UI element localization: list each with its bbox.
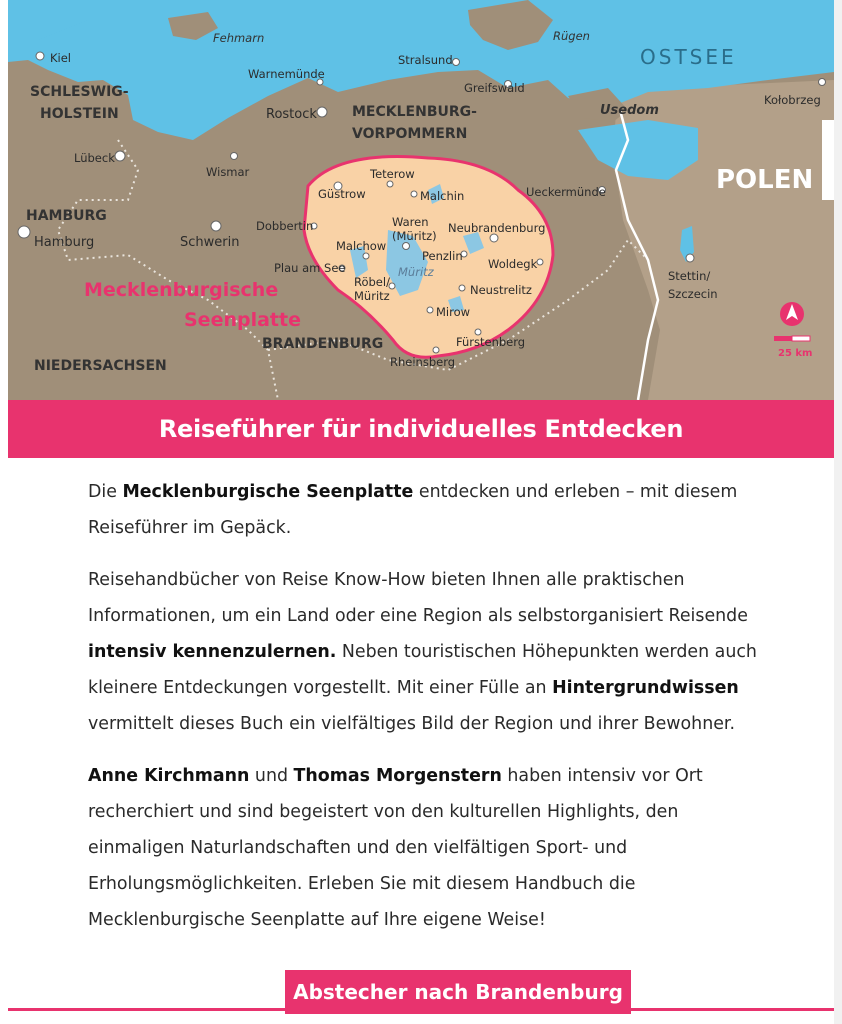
city-dot-stettin <box>686 254 694 262</box>
city-label-schwerin: Schwerin <box>180 235 240 250</box>
city-label-neubrandenburg: Neubrandenburg <box>448 221 546 235</box>
city-dot-luebeck <box>115 151 125 161</box>
city-label-stralsund: Stralsund <box>398 53 453 67</box>
city-label-stettin-1: Stettin/ <box>668 269 711 283</box>
city-dot-wismar <box>231 153 238 160</box>
state-label-mv-2: VORPOMMERN <box>352 126 468 142</box>
p1-text-2: entdecken und erleben – mit diesem Reiseführer im Gepäck. <box>88 482 738 538</box>
city-dot-schwerin <box>211 221 221 231</box>
city-label-stettin-2: Szczecin <box>668 287 718 301</box>
city-dot-mirow <box>427 307 433 313</box>
p3-bold-1: Anne Kirchmann <box>88 766 250 786</box>
state-label-hamburg: HAMBURG <box>26 208 107 224</box>
city-label-malchow: Malchow <box>336 239 387 253</box>
city-dot-woldegk <box>537 259 543 265</box>
city-label-waren-2: (Müritz) <box>392 229 437 243</box>
city-label-penzlin: Penzlin <box>422 249 463 263</box>
p1-bold-1: Mecklenburgische Seenplatte <box>122 482 414 502</box>
city-label-roebel-1: Röbel/ <box>354 275 390 289</box>
fehmarn-label: Fehmarn <box>213 31 265 45</box>
city-label-ueckermuende: Ueckermünde <box>526 185 606 199</box>
city-label-wismar: Wismar <box>206 165 250 179</box>
city-label-woldegk: Woldegk <box>488 257 538 271</box>
state-label-brandenburg: BRANDENBURG <box>262 336 384 352</box>
city-dot-malchin <box>411 191 417 197</box>
top-banner <box>8 400 834 458</box>
p2-bold-1: intensiv kennenzulernen. <box>88 642 337 662</box>
city-label-neustrelitz: Neustrelitz <box>470 283 532 297</box>
p1-text-1: Die <box>88 482 123 502</box>
city-dot-kolobrzeg <box>819 79 826 86</box>
bottom-banner-title: Abstecher nach Brandenburg <box>293 980 623 1004</box>
page-tab <box>822 120 834 200</box>
city-label-rostock: Rostock <box>266 107 317 122</box>
city-dot-stralsund <box>453 59 460 66</box>
p3-text-1: und <box>249 766 294 786</box>
city-label-teterow: Teterow <box>370 167 415 181</box>
city-label-warnemuende: Warnemünde <box>248 67 325 81</box>
city-label-malchin: Malchin <box>420 189 465 203</box>
region-map <box>8 0 834 400</box>
city-dot-malchow <box>363 253 369 259</box>
state-label-niedersachsen: NIEDERSACHSEN <box>34 358 167 374</box>
city-dot-rostock <box>317 107 327 117</box>
city-dot-hamburg <box>18 226 30 238</box>
page-edge <box>834 0 842 1024</box>
city-label-plau: Plau am See <box>274 261 346 275</box>
region-label-2: Seenplatte <box>184 309 301 331</box>
ruegen-label: Rügen <box>553 29 590 43</box>
usedom-label: Usedom <box>600 103 659 118</box>
city-label-waren-1: Waren <box>392 215 429 229</box>
city-dot-kiel <box>36 52 44 60</box>
lake-label-mueritz: Müritz <box>398 265 434 279</box>
state-label-sh-1: SCHLESWIG- <box>30 84 129 100</box>
top-banner-title: Reiseführer für individuelles Entdecken <box>158 415 684 443</box>
city-label-fuerstenberg: Fürstenberg <box>456 335 526 349</box>
bottom-banner <box>285 970 631 1014</box>
city-label-greifswald: Greifswald <box>464 81 525 95</box>
city-dot-rheinsberg <box>433 347 439 353</box>
state-label-mv-1: MECKLENBURG- <box>352 104 477 120</box>
city-label-mirow: Mirow <box>436 305 471 319</box>
city-label-guestrow: Güstrow <box>318 187 366 201</box>
p2-text-2: Neben touristischen Höhepunkten werden auch kleinere Entdeckungen vorgestellt. Mit einer Fülle an <box>88 642 757 698</box>
city-label-luebeck: Lübeck <box>74 151 115 165</box>
north-arrow-icon <box>780 302 804 326</box>
country-label-polen: POLEN <box>716 165 814 195</box>
p2-bold-2: Hintergrundwissen <box>552 678 739 698</box>
description-text <box>88 474 778 954</box>
p3-text-2: haben intensiv vor Ort recherchiert und sind begeistert von den kulturellen Highlights, den einmaligen Naturlandschaften und den vielfältigen Sport- und Erholungsmöglichkeiten. Erleben Sie mit diesem Handbuch die Mecklenburgische Seenplatte auf Ihre eigene Weise! <box>88 766 703 930</box>
city-label-dobbertin: Dobbertin <box>256 219 314 233</box>
city-label-rheinsberg: Rheinsberg <box>390 355 456 369</box>
scale-label: 25 km <box>778 348 813 359</box>
city-dot-teterow <box>387 181 393 187</box>
scale-bar <box>774 336 810 341</box>
paragraph-description <box>88 562 778 742</box>
sea-label: OSTSEE <box>640 45 737 69</box>
p2-text-1: Reisehandbücher von Reise Know-How bieten Ihnen alle praktischen Informationen, um ein Land oder eine Region als selbstorganisiert Reisende <box>88 570 748 626</box>
city-label-hamburg: Hamburg <box>34 235 95 250</box>
paragraph-intro <box>88 474 778 546</box>
city-label-kiel: Kiel <box>50 51 72 65</box>
city-dot-neubrandenburg <box>490 234 498 242</box>
state-label-sh-2: HOLSTEIN <box>40 106 119 122</box>
p2-text-3: vermittelt dieses Buch ein vielfältiges Bild der Region und ihrer Bewohner. <box>88 714 735 734</box>
city-dot-neustrelitz <box>459 285 465 291</box>
city-label-roebel-2: Müritz <box>354 289 390 303</box>
paragraph-authors <box>88 758 778 938</box>
city-dot-waren <box>403 243 410 250</box>
region-label-1: Mecklenburgische <box>84 279 279 301</box>
city-label-kolobrzeg: Kołobrzeg <box>764 93 821 107</box>
p3-bold-2: Thomas Morgenstern <box>293 766 502 786</box>
